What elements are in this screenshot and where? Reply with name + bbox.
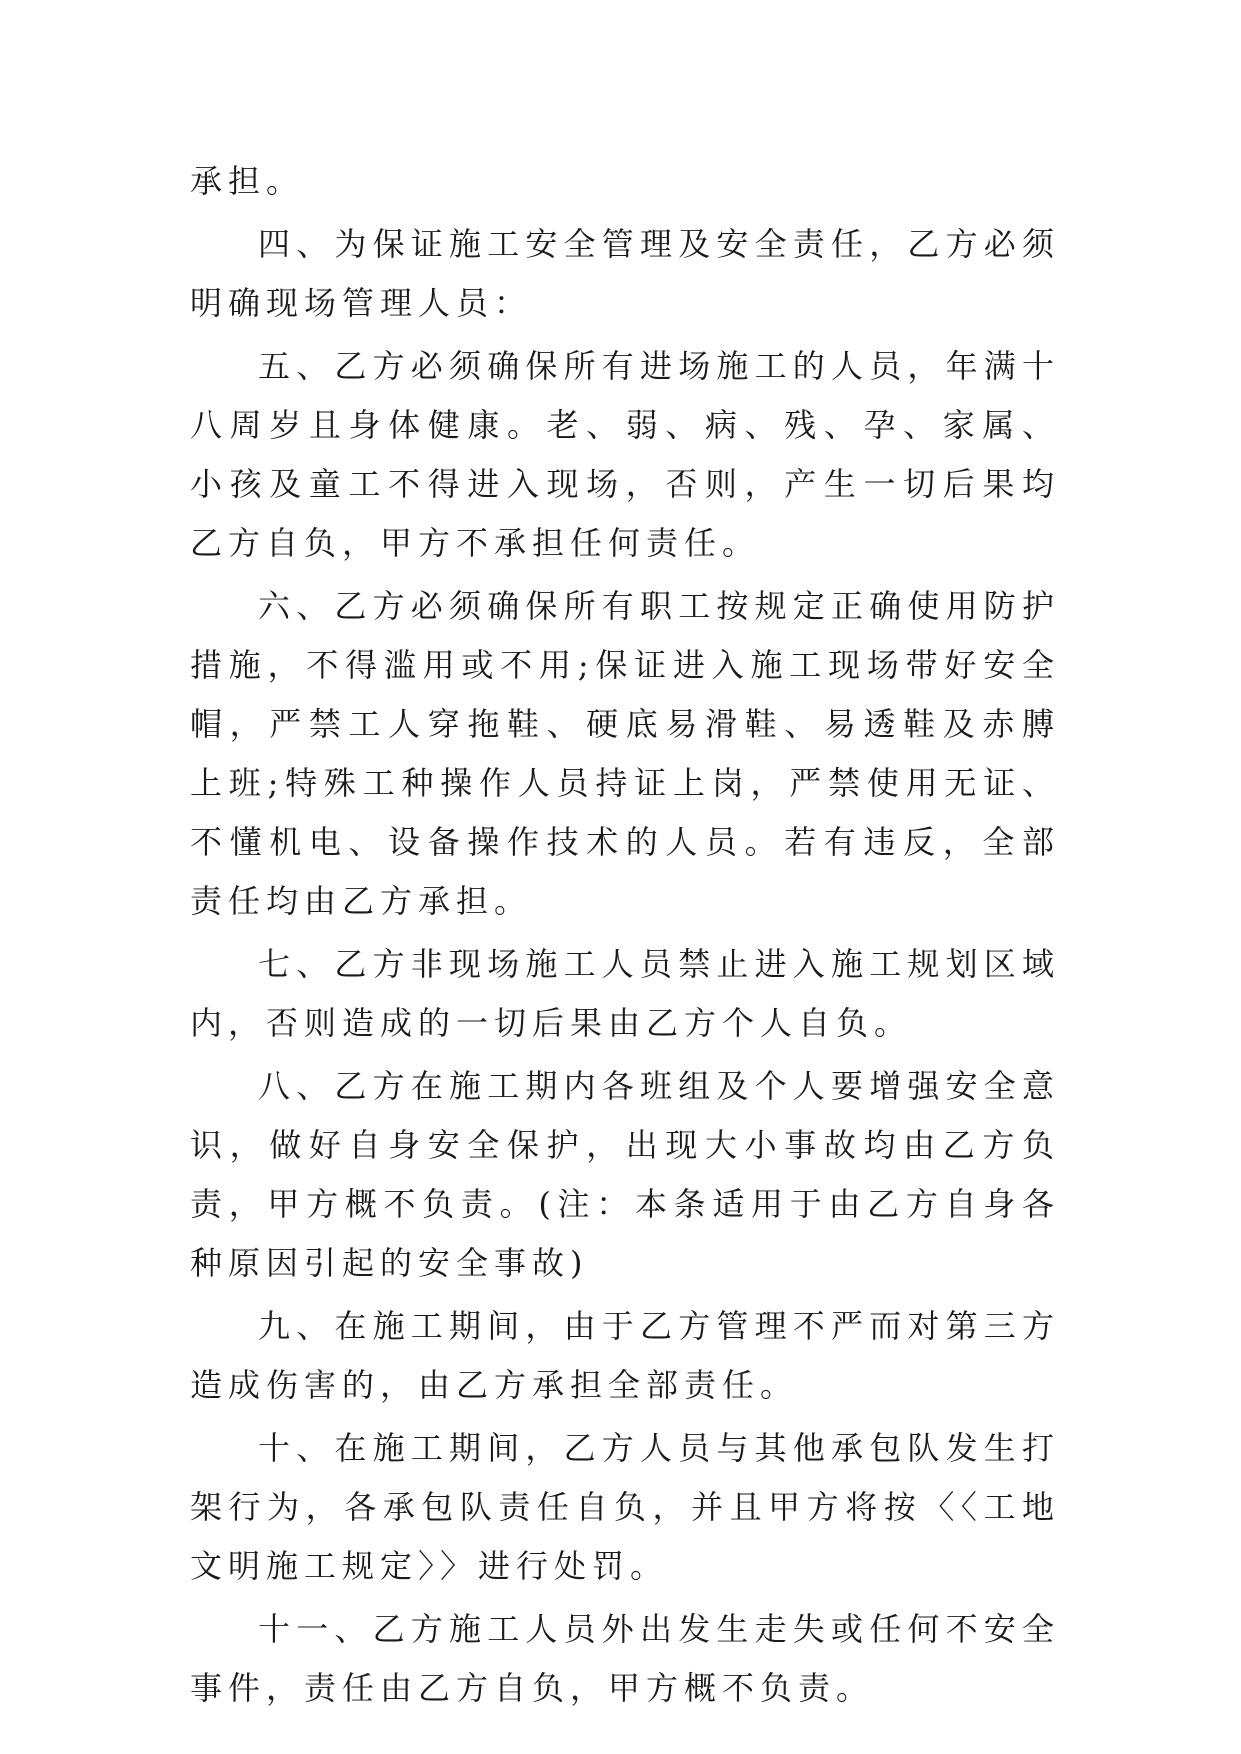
paragraph-clause-11: 十一、乙方施工人员外出发生走失或任何不安全事件，责任由乙方自负，甲方概不负责。	[190, 1610, 1060, 1707]
paragraph-clause-5: 五、乙方必须确保所有进场施工的人员，年满十八周岁且身体健康。老、弱、病、残、孕、家属、小孩及童工不得进入现场，否则，产生一切后果均乙方自负，甲方不承担任何责任。	[190, 347, 1060, 562]
paragraph-clause-9: 九、在施工期间，由于乙方管理不严而对第三方造成伤害的，由乙方承担全部责任。	[190, 1307, 1060, 1404]
paragraph-clause-10: 十、在施工期间，乙方人员与其他承包队发生打架行为，各承包队责任自负，并且甲方将按〈〈工地文明施工规定〉〉进行处罚。	[190, 1429, 1060, 1585]
paragraph-clause-7: 七、乙方非现场施工人员禁止进入施工规划区域内，否则造成的一切后果由乙方个人自负。	[190, 945, 1060, 1042]
paragraph-continuation: 承担。	[190, 162, 305, 200]
paragraph-clause-4: 四、为保证施工安全管理及安全责任，乙方必须明确现场管理人员：	[190, 225, 1060, 322]
document-body	[190, 152, 1060, 1718]
paragraph-clause-8: 八、乙方在施工期内各班组及个人要增强安全意识，做好自身安全保护，出现大小事故均由乙方负责，甲方概不负责。(注：本条适用于由乙方自身各种原因引起的安全事故)	[190, 1067, 1060, 1282]
paragraph-clause-6: 六、乙方必须确保所有职工按规定正确使用防护措施，不得滥用或不用;保证进入施工现场带好安全帽，严禁工人穿拖鞋、硬底易滑鞋、易透鞋及赤膊上班;特殊工种操作人员持证上岗，严禁使用无证、不懂机电、设备操作技术的人员。若有违反，全部责任均由乙方承担。	[190, 587, 1060, 920]
